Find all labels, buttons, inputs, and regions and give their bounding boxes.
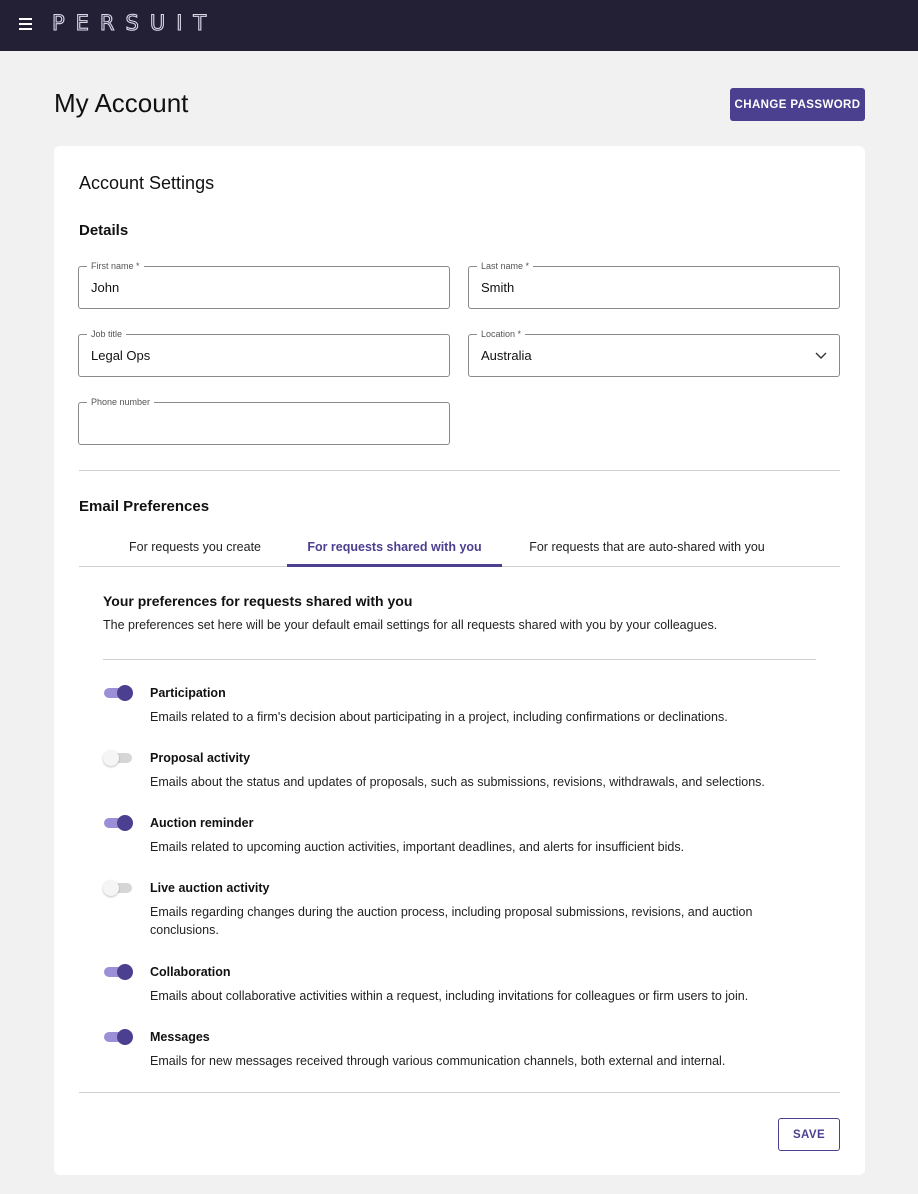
messages-toggle[interactable] xyxy=(103,1029,133,1045)
app-logo[interactable]: PERSUIT xyxy=(52,11,218,35)
first-name-input[interactable] xyxy=(91,280,391,295)
card-title: Account Settings xyxy=(79,173,215,193)
phone-number-label: Phone number xyxy=(87,396,154,408)
location-selected-value: Australia xyxy=(481,348,532,363)
job-title-field[interactable] xyxy=(78,329,450,377)
job-title-input[interactable] xyxy=(91,348,391,363)
hamburger-menu-icon[interactable] xyxy=(18,16,34,32)
phone-number-field[interactable] xyxy=(78,397,450,445)
phone-number-input[interactable] xyxy=(91,416,391,431)
location-select[interactable] xyxy=(468,329,840,377)
top-navigation-bar xyxy=(0,0,918,51)
footer-divider xyxy=(79,1092,840,1093)
pref-item-title: Live auction activity xyxy=(150,881,270,895)
pref-item-title: Collaboration xyxy=(150,965,231,979)
preferences-divider xyxy=(103,659,816,660)
pref-item-description: Emails about collaborative activities within a request, including invitations for colleagues or firm users to join. xyxy=(150,989,749,1003)
pref-item-title: Auction reminder xyxy=(150,816,254,830)
pref-item-title: Participation xyxy=(150,686,226,700)
proposal-activity-toggle[interactable] xyxy=(103,750,133,766)
pref-item-title: Messages xyxy=(150,1030,210,1044)
tab-requests-auto-shared[interactable]: For requests that are auto-shared with you xyxy=(529,540,765,554)
email-preferences-title: Email Preferences xyxy=(79,498,210,515)
tab-requests-shared-with-you[interactable]: For requests shared with you xyxy=(287,532,502,567)
job-title-label: Job title xyxy=(87,328,126,340)
pref-item-description: Emails for new messages received through various communication channels, both external and internal. xyxy=(150,1054,726,1068)
participation-toggle[interactable] xyxy=(103,685,133,701)
page-title: My Account xyxy=(54,88,189,118)
preferences-description: The preferences set here will be your default email settings for all requests shared with you by your colleagues. xyxy=(103,618,718,632)
location-label: Location * xyxy=(477,328,525,340)
account-settings-card xyxy=(54,146,865,1175)
pref-item-description: Emails related to a firm's decision about participating in a project, including confirmations or declinations. xyxy=(150,710,728,724)
first-name-label: First name * xyxy=(87,260,144,272)
pref-item-description: Emails regarding changes during the auction process, including proposal submissions, revisions, and auction conclusions. xyxy=(150,905,753,937)
collaboration-toggle[interactable] xyxy=(103,964,133,980)
auction-reminder-toggle[interactable] xyxy=(103,815,133,831)
preferences-heading: Your preferences for requests shared with you xyxy=(103,593,413,609)
email-preferences-tabs xyxy=(79,532,840,567)
pref-item-description: Emails about the status and updates of proposals, such as submissions, revisions, withdrawals, and selections. xyxy=(150,775,765,789)
last-name-input[interactable] xyxy=(481,280,781,295)
live-auction-activity-toggle[interactable] xyxy=(103,880,133,896)
details-section-title: Details xyxy=(79,222,129,239)
chevron-down-icon xyxy=(815,350,827,360)
last-name-label: Last name * xyxy=(477,260,533,272)
tab-requests-you-create[interactable]: For requests you create xyxy=(128,540,261,554)
pref-item-title: Proposal activity xyxy=(150,751,251,765)
details-divider xyxy=(79,470,840,471)
save-button[interactable]: SAVE xyxy=(778,1118,840,1151)
pref-item-description: Emails related to upcoming auction activities, important deadlines, and alerts for insufficient bids. xyxy=(150,840,685,854)
first-name-field[interactable] xyxy=(78,261,450,309)
change-password-button[interactable]: CHANGE PASSWORD xyxy=(730,88,865,121)
last-name-field[interactable] xyxy=(468,261,840,309)
